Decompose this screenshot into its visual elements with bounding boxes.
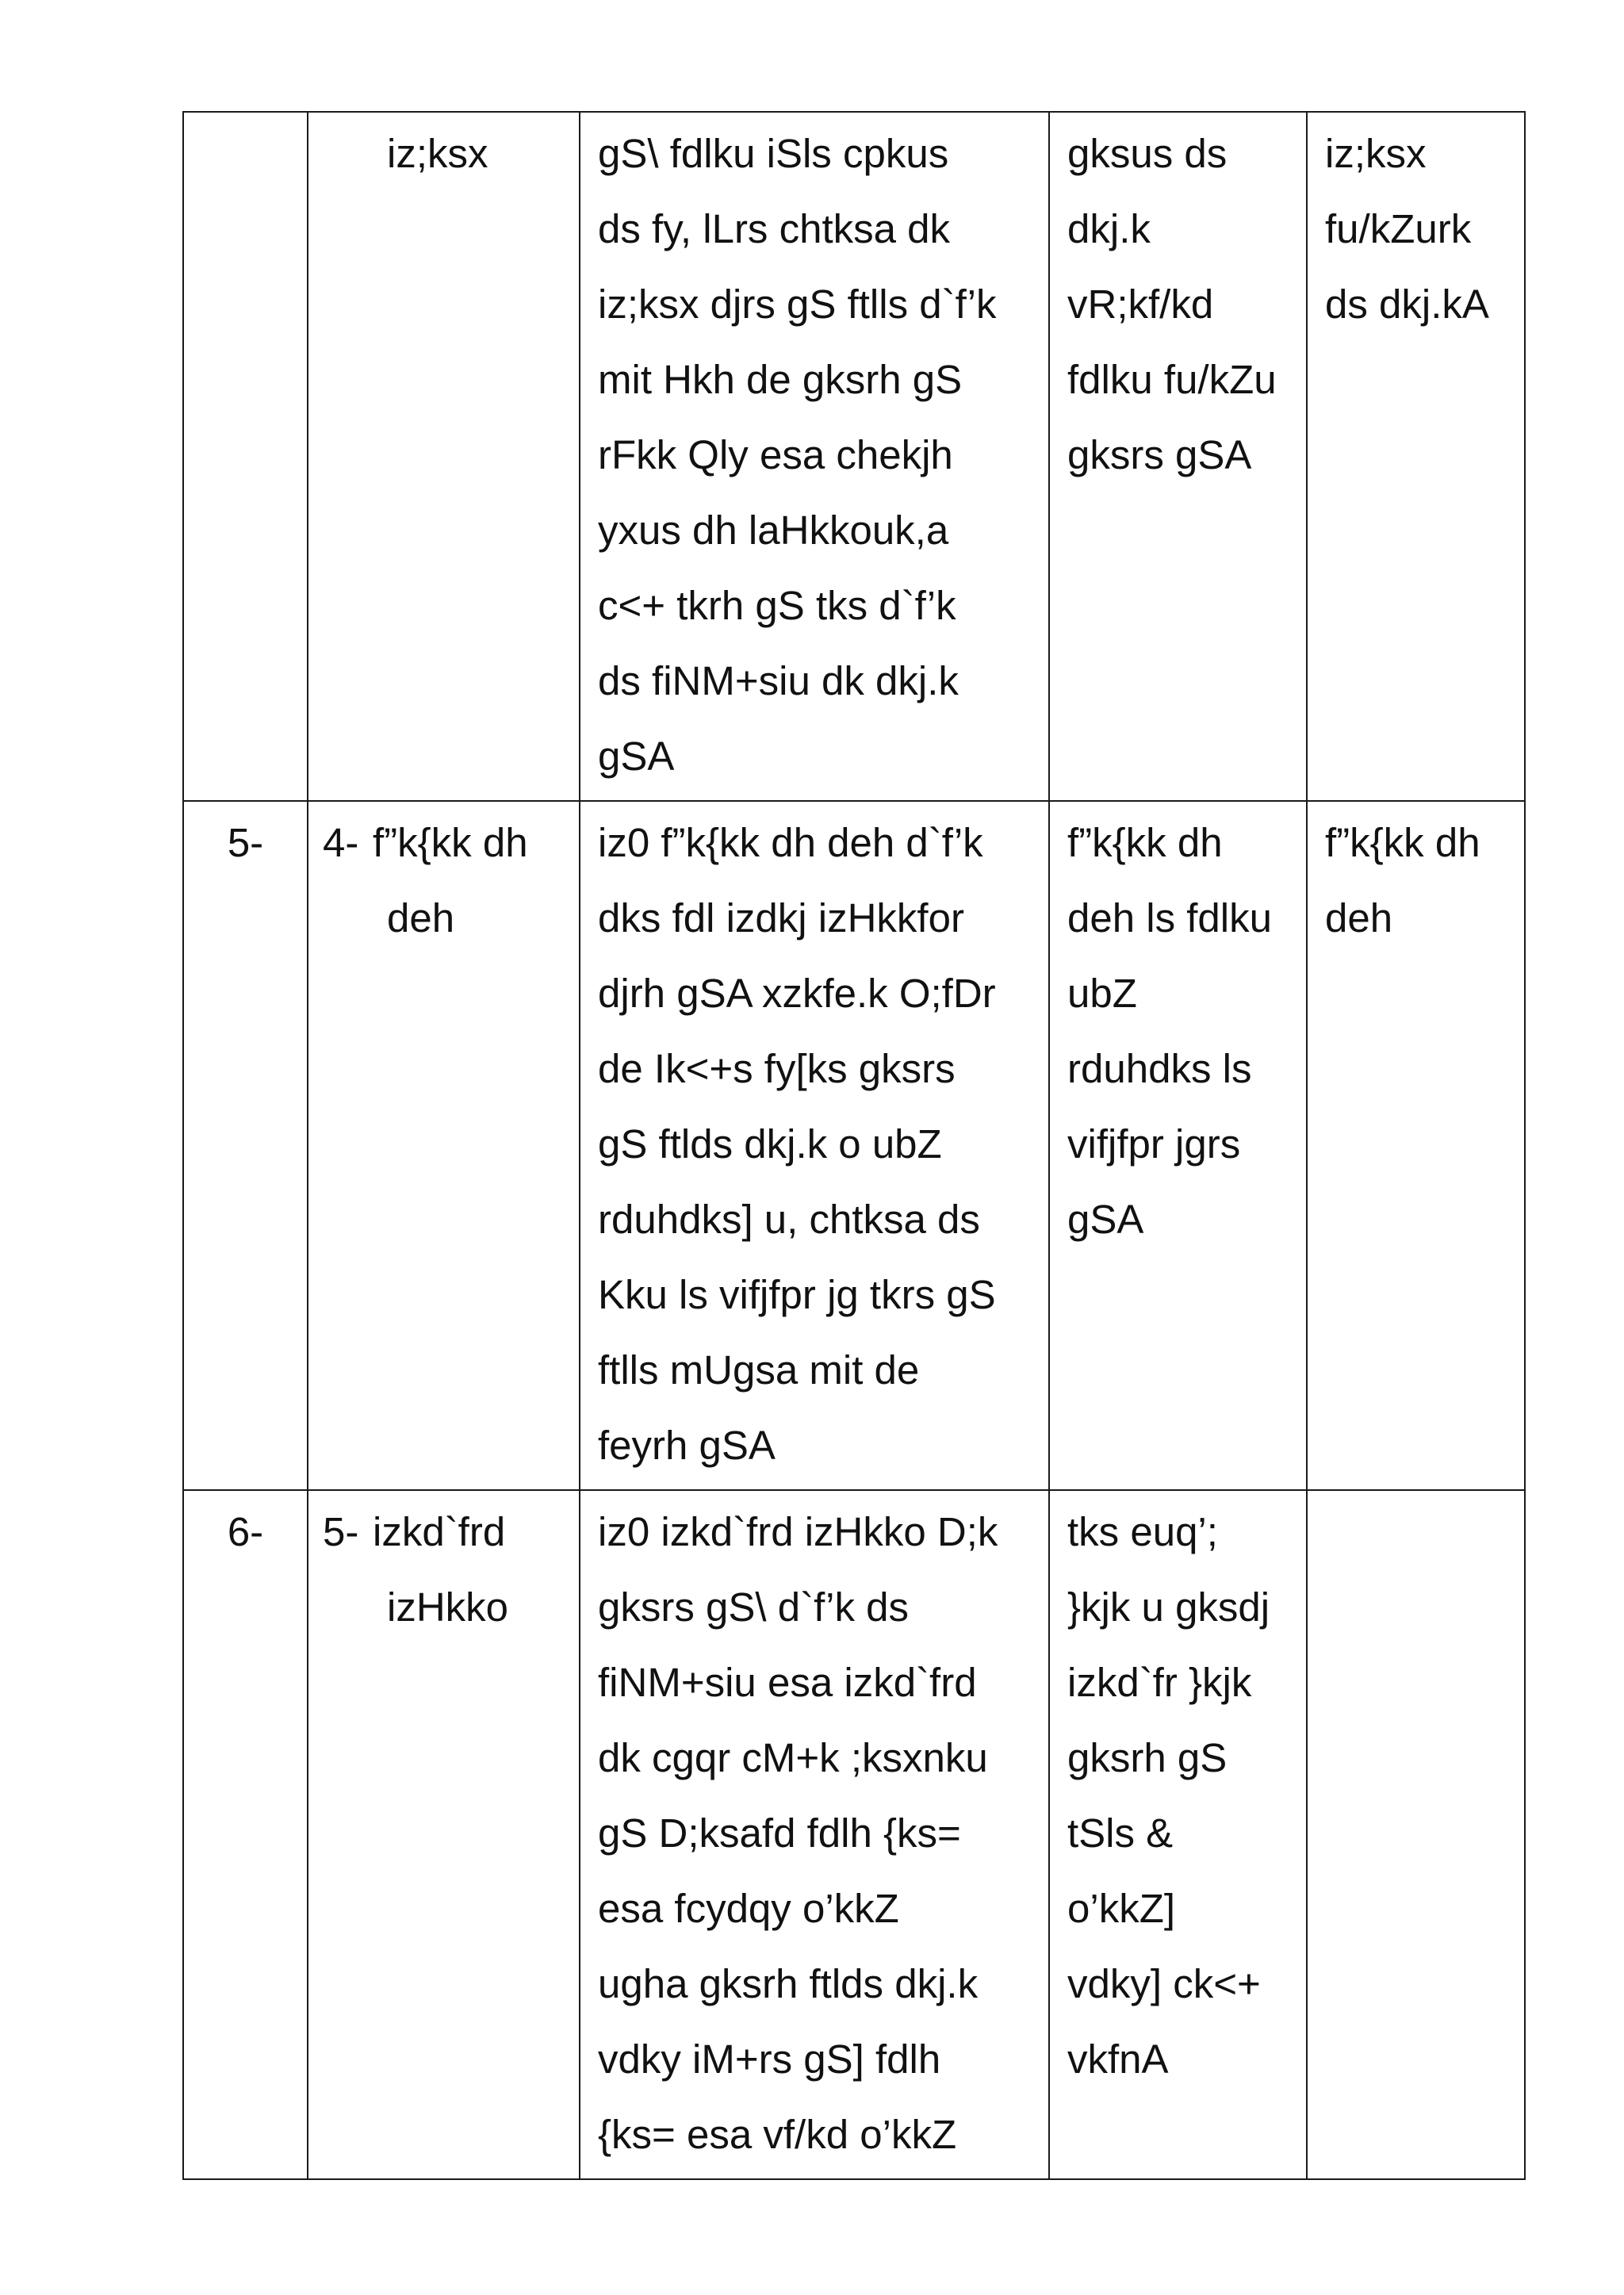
effect-line: gksrh gS: [1067, 1735, 1228, 1780]
effect-line: gksus ds: [1067, 131, 1228, 176]
factor-name-line: [323, 880, 574, 956]
effect-line: tSls &: [1067, 1810, 1174, 1856]
effect-line: vR;kf/kd: [1067, 282, 1214, 327]
effect-line: }kjk u gksdj: [1067, 1584, 1270, 1630]
table-row: [183, 1490, 1525, 2179]
description-line: dk cgqr cM+k ;ksxnku: [598, 1735, 988, 1780]
effect-cell: [1049, 801, 1307, 1490]
serial-number-cell: [183, 1490, 308, 2179]
factor-name-line: [323, 1569, 574, 1645]
effect-line: rduhdks ls: [1067, 1046, 1252, 1091]
effect-cell: [1049, 1490, 1307, 2179]
description-line: de Ik<+s fy[ks gksrs: [598, 1046, 956, 1091]
description-line: gS D;ksafd fdlh {ks=: [598, 1810, 961, 1856]
description-line: vdky iM+rs gS] fdlh: [598, 2036, 941, 2082]
cause-cell: [1307, 801, 1525, 1490]
description-line: iz0 f”k{kk dh deh d`f’k: [598, 820, 983, 865]
factor-number: 5-: [323, 1509, 359, 1554]
description-line: rduhdks] u, chtksa ds: [598, 1197, 980, 1242]
description-line: fiNM+siu esa izkd`frd: [598, 1660, 977, 1705]
cause-line: f”k{kk dh: [1325, 820, 1480, 865]
factor-name-cell: [308, 801, 580, 1490]
serial-number-cell: [183, 112, 308, 801]
description-line: ds fy, lLrs chtksa dk: [598, 206, 951, 251]
effect-line: izkd`fr }kjk: [1067, 1660, 1252, 1705]
description-line: ds fiNM+siu dk dkj.k: [598, 658, 959, 703]
factor-name-text: izkd`frd: [373, 1509, 506, 1554]
factor-number: 4-: [323, 820, 359, 865]
table-row: [183, 801, 1525, 1490]
cause-line: fu/kZurk: [1325, 206, 1472, 251]
effect-line: f”k{kk dh: [1067, 820, 1223, 865]
effect-line: ubZ: [1067, 971, 1137, 1016]
factor-name-text: f”k{kk dh: [373, 820, 528, 865]
description-line: ftlls mUgsa mit de: [598, 1347, 920, 1393]
effect-cell: [1049, 112, 1307, 801]
description-line: c<+ tkrh gS tks d`f’k: [598, 583, 956, 628]
description-line: Kku ls vifjfpr jg tkrs gS: [598, 1272, 996, 1317]
description-line: iz0 izkd`frd izHkko D;k: [598, 1509, 998, 1554]
description-line: feyrh gSA: [598, 1423, 776, 1468]
description-line: gS ftlds dkj.k o ubZ: [598, 1121, 942, 1167]
description-line: {ks= esa vf/kd o’kkZ: [598, 2112, 957, 2157]
factor-name-text: izHkko: [387, 1584, 509, 1630]
description-line: mit Hkh de gksrh gS: [598, 357, 963, 402]
description-cell: [580, 112, 1049, 801]
factor-name-text: deh: [387, 895, 455, 941]
effect-line: dkj.k: [1067, 206, 1151, 251]
effect-line: gSA: [1067, 1197, 1144, 1242]
factor-name-cell: [308, 1490, 580, 2179]
description-line: iz;ksx djrs gS ftlls d`f’k: [598, 282, 997, 327]
effect-line: vdky] ck<+: [1067, 1961, 1261, 2006]
factor-name-line: [323, 1494, 574, 1569]
factor-name-cell: [308, 112, 580, 801]
description-line: gS\ fdlku iSls cpkus: [598, 131, 949, 176]
cause-line: iz;ksx: [1325, 131, 1427, 176]
serial-number: 6-: [227, 1509, 264, 1554]
cause-line: deh: [1325, 895, 1393, 941]
effect-line: gksrs gSA: [1067, 432, 1252, 477]
description-cell: [580, 1490, 1049, 2179]
description-line: gSA: [598, 734, 675, 779]
effect-line: vkfnA: [1067, 2036, 1169, 2082]
serial-number-cell: [183, 801, 308, 1490]
table-row: [183, 112, 1525, 801]
description-cell: [580, 801, 1049, 1490]
description-line: ugha gksrh ftlds dkj.k: [598, 1961, 979, 2006]
cause-line: ds dkj.kA: [1325, 282, 1489, 327]
factor-name-line: [323, 805, 574, 880]
effect-line: vifjfpr jgrs: [1067, 1121, 1241, 1167]
effect-line: o’kkZ]: [1067, 1886, 1176, 1931]
cause-cell: [1307, 112, 1525, 801]
effect-line: tks euq’;: [1067, 1509, 1218, 1554]
effect-line: deh ls fdlku: [1067, 895, 1272, 941]
description-line: esa fcydqy o’kkZ: [598, 1886, 899, 1931]
table-body: [183, 112, 1525, 2179]
serial-number: 5-: [227, 820, 264, 865]
description-line: yxus dh laHkkouk,a: [598, 508, 949, 553]
description-line: rFkk Qly esa chekjh: [598, 432, 953, 477]
description-line: dks fdl izdkj izHkkfor: [598, 895, 964, 941]
description-line: gksrs gS\ d`f’k ds: [598, 1584, 910, 1630]
cause-cell: [1307, 1490, 1525, 2179]
description-line: djrh gSA xzkfe.k O;fDr: [598, 971, 996, 1016]
factor-name-text: iz;ksx: [387, 131, 488, 176]
agriculture-backwardness-table: [182, 111, 1526, 2180]
effect-line: fdlku fu/kZu: [1067, 357, 1277, 402]
